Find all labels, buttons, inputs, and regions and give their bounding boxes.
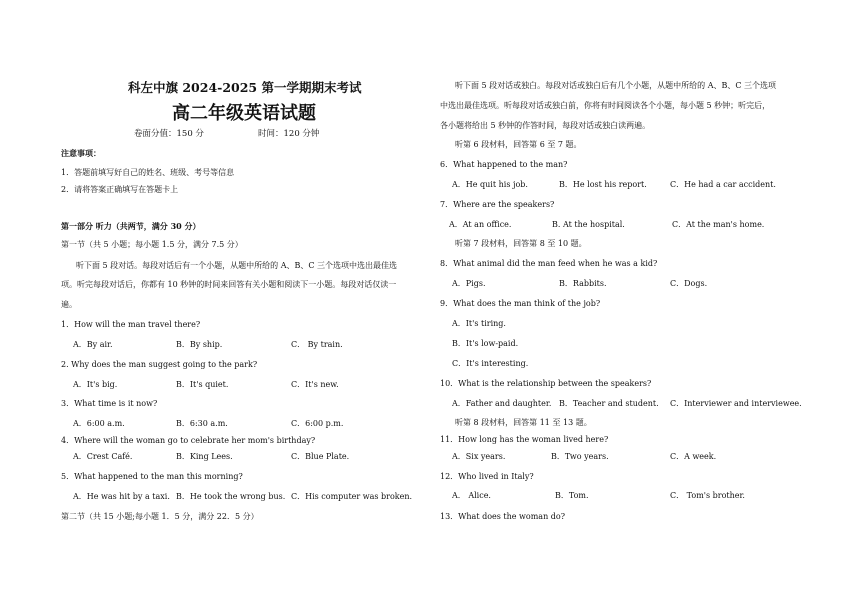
score-info: 卷面分值：150 分: [134, 129, 204, 139]
option-a: A．It's big.: [73, 380, 118, 389]
note-item: 2．请将答案正确填写在答题卡上: [61, 185, 179, 194]
question-4: 4．Where will the woman go to celebrate her mom's birthday?: [61, 436, 316, 445]
material-7-note: 听第 7 段材料，回答第 8 至 10 题。: [455, 239, 587, 248]
question-8: 8．What animal did the man feed when he was a kid?: [440, 259, 658, 268]
question-6: 6．What happened to the man?: [440, 160, 568, 169]
question-9: 9．What does the man think of the job?: [440, 299, 601, 308]
option-c: C．It's new.: [291, 380, 339, 389]
school-title: 科左中旗 2024-2025 第一学期期末考试: [128, 80, 362, 95]
option-a: A．By air.: [73, 340, 113, 349]
option-c: C．6:00 p.m.: [291, 419, 344, 428]
option-c: C． By train.: [291, 340, 343, 349]
section1-instruction: 遍。: [61, 300, 77, 309]
material-6-note: 听第 6 段材料，回答第 6 至 7 题。: [455, 140, 582, 149]
option-b: B．It's low-paid.: [452, 339, 519, 348]
option-a: A．Pigs.: [452, 279, 486, 288]
option-a: A．6:00 a.m.: [73, 419, 125, 428]
option-c: C．A week.: [670, 452, 717, 461]
option-b: B．6:30 a.m.: [176, 419, 228, 428]
question-1: 1．How will the man travel there?: [61, 320, 201, 329]
option-a: A．It's tiring.: [452, 319, 506, 328]
option-c: C．Dogs.: [670, 279, 708, 288]
option-c: C．It's interesting.: [452, 359, 529, 368]
option-a: A．He was hit by a taxi.: [73, 492, 170, 501]
question-12: 12．Who lived in Italy?: [440, 472, 534, 481]
question-10: 10．What is the relationship between the speakers?: [440, 379, 652, 388]
time-info: 时间：120 分钟: [258, 129, 320, 139]
option-c: C．At the man's home.: [672, 220, 765, 229]
option-b: B．King Lees.: [176, 452, 233, 461]
option-a: A．Father and daughter.: [452, 399, 552, 408]
question-5: 5．What happened to the man this morning?: [61, 472, 243, 481]
option-b: B．Rabbits.: [559, 279, 607, 288]
option-a: A．At an office.: [449, 220, 512, 229]
option-b: B. At the hospital.: [552, 220, 625, 229]
section2-instruction: 中选出最佳选项。听每段对话或独白前，你将有时间阅读各个小题，每小题 5 秒钟；听完后，: [440, 101, 771, 110]
option-b: B．Two years.: [551, 452, 609, 461]
option-a: A． Alice.: [452, 491, 491, 500]
option-c: C．Blue Plate.: [291, 452, 350, 461]
option-b: B．Teacher and student.: [559, 399, 659, 408]
notes-heading: 注意事项：: [61, 148, 101, 158]
section2-instruction: 听下面 5 段对话或独白。每段对话或独白后有几个小题，从题中所给的 A、B、C 三个选项: [455, 81, 777, 90]
option-b: B．It's quiet.: [176, 380, 229, 389]
option-c: C．Interviewer and interviewee.: [670, 399, 802, 408]
option-c: C．He had a car accident.: [670, 180, 776, 189]
exam-title: 高二年级英语试题: [172, 103, 316, 124]
section1-heading: 第一节（共 5 小题；每小题 1.5 分，满分 7.5 分）: [61, 240, 243, 249]
part1-heading: 第一部分 听力（共两节，满分 30 分）: [61, 221, 201, 231]
question-13: 13．What does the woman do?: [440, 512, 565, 521]
question-11: 11．How long has the woman lived here?: [440, 435, 609, 444]
section2-heading: 第二节（共 15 小题;每小题 1．5 分，满分 22．5 分）: [61, 512, 259, 521]
section1-instruction: 听下面 5 段对话。每段对话后有一个小题，从题中所给的 A、B、C 三个选项中选出最佳选: [76, 261, 398, 270]
section1-instruction: 项。听完每段对话后，你都有 10 秒钟的时间来回答有关小题和阅读下一小题。每段对话仅读一: [61, 280, 397, 289]
material-8-note: 听第 8 段材料，回答第 11 至 13 题。: [455, 418, 592, 427]
option-a: A．He quit his job.: [452, 180, 528, 189]
option-c: C． Tom's brother.: [670, 491, 745, 500]
option-b: B．By ship.: [176, 340, 223, 349]
option-c: C．His computer was broken.: [291, 492, 413, 501]
option-b: B．Tom.: [555, 491, 589, 500]
option-b: B．He lost his report.: [559, 180, 647, 189]
option-b: B．He took the wrong bus.: [176, 492, 286, 501]
option-a: A．Crest Café.: [73, 452, 133, 461]
question-3: 3．What time is it now?: [61, 399, 158, 408]
section2-instruction: 各小题将给出 5 秒钟的作答时间，每段对话或独白读两遍。: [440, 121, 651, 130]
question-7: 7．Where are the speakers?: [440, 200, 555, 209]
question-2: 2. Why does the man suggest going to the park?: [61, 360, 258, 369]
note-item: 1．答题前填写好自己的姓名、班级、考号等信息: [61, 168, 235, 177]
option-a: A．Six years.: [452, 452, 506, 461]
